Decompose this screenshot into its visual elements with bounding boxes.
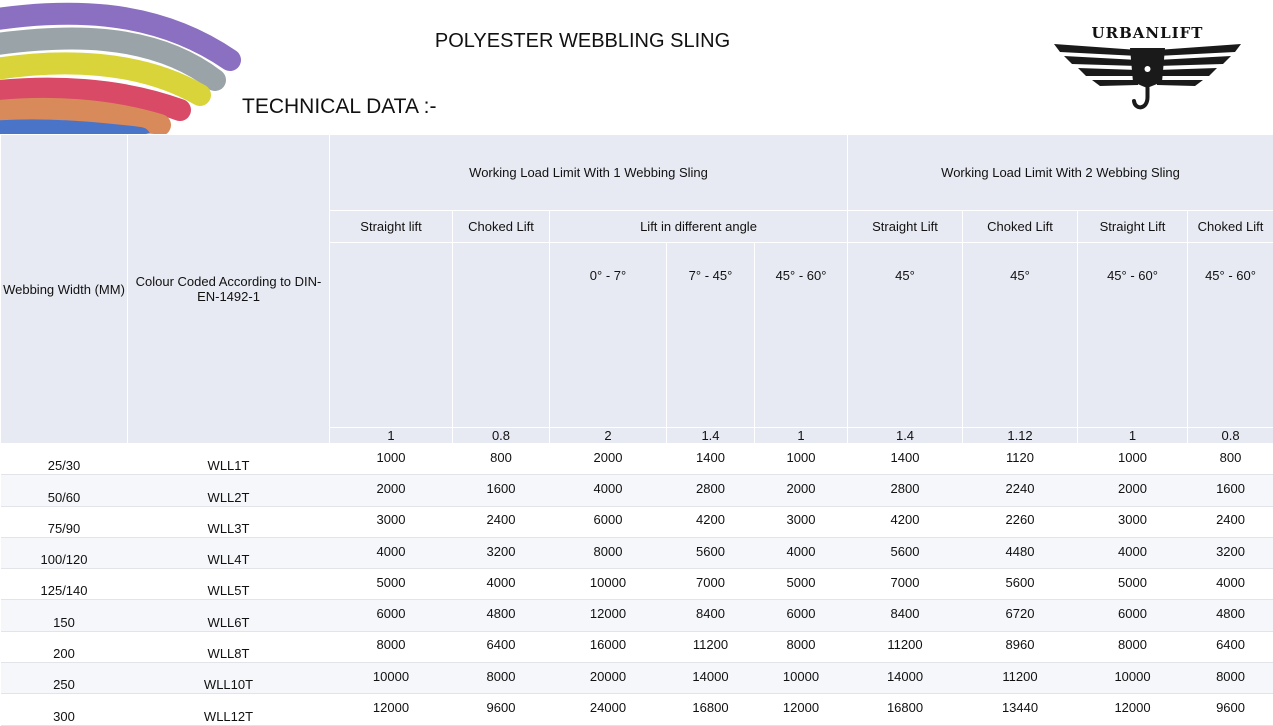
col-header-webbing-width: Webbing Width (MM): [1, 135, 128, 444]
colour-code-cell: WLL5T: [128, 569, 330, 600]
table-row: [1, 506, 1273, 537]
wll-value-cell: 2000: [1078, 475, 1188, 506]
webbing-width-cell: 200: [1, 631, 128, 662]
wll-value-cell: 8000: [1078, 631, 1188, 662]
section-subtitle: TECHNICAL DATA :-: [242, 95, 436, 119]
colour-code-cell: WLL3T: [128, 506, 330, 537]
angle-header: 7° - 45°: [667, 243, 755, 428]
colour-code-cell: WLL2T: [128, 475, 330, 506]
wll-value-cell: 14000: [848, 663, 963, 694]
colour-code-cell: WLL8T: [128, 631, 330, 662]
factor-cell: 2: [550, 428, 667, 444]
factor-cell: 1: [1078, 428, 1188, 444]
wll-value-cell: 2260: [963, 506, 1078, 537]
table-body: [1, 444, 1273, 726]
wll-value-cell: 6400: [453, 631, 550, 662]
angle-header: 45°: [848, 243, 963, 428]
wll-value-cell: 14000: [667, 663, 755, 694]
wll-value-cell: 8960: [963, 631, 1078, 662]
wll-value-cell: 12000: [550, 600, 667, 631]
table-row: [1, 444, 1273, 475]
wll-value-cell: 7000: [667, 569, 755, 600]
wll-value-cell: 4000: [755, 537, 848, 568]
wll-value-cell: 2800: [667, 475, 755, 506]
wll-value-cell: 2000: [330, 475, 453, 506]
table-row: [1, 663, 1273, 694]
wll-value-cell: 16000: [550, 631, 667, 662]
wll-value-cell: 10000: [330, 663, 453, 694]
wll-value-cell: 1000: [330, 444, 453, 475]
wll-value-cell: 7000: [848, 569, 963, 600]
wll-value-cell: 8000: [1188, 663, 1273, 694]
wll-value-cell: 5600: [848, 537, 963, 568]
wll-value-cell: 10000: [755, 663, 848, 694]
webbing-width-cell: 300: [1, 694, 128, 725]
webbing-width-cell: 100/120: [1, 537, 128, 568]
colour-code-cell: WLL1T: [128, 444, 330, 475]
wll-value-cell: 6000: [1078, 600, 1188, 631]
wll-value-cell: 4000: [453, 569, 550, 600]
wll-value-cell: 2000: [755, 475, 848, 506]
wll-value-cell: 6720: [963, 600, 1078, 631]
wll-value-cell: 1000: [755, 444, 848, 475]
wll-value-cell: 16800: [667, 694, 755, 725]
sub-header-choked-lift-2: Choked Lift: [963, 211, 1078, 243]
wll-value-cell: 2400: [1188, 506, 1273, 537]
table-row: [1, 569, 1273, 600]
wll-value-cell: 4480: [963, 537, 1078, 568]
webbing-width-cell: 75/90: [1, 506, 128, 537]
webbing-width-cell: 125/140: [1, 569, 128, 600]
factor-cell: 1.4: [667, 428, 755, 444]
wll-value-cell: 3000: [330, 506, 453, 537]
factor-cell: 1: [330, 428, 453, 444]
wll-value-cell: 10000: [1078, 663, 1188, 694]
wll-value-cell: 3000: [1078, 506, 1188, 537]
wll-value-cell: 3200: [1188, 537, 1273, 568]
angle-header: 0° - 7°: [550, 243, 667, 428]
wll-value-cell: 4200: [667, 506, 755, 537]
col-header-colour-code: Colour Coded According to DIN-EN-1492-1: [128, 135, 330, 444]
colour-code-cell: WLL6T: [128, 600, 330, 631]
wll-value-cell: 4800: [453, 600, 550, 631]
group-header-one-sling: Working Load Limit With 1 Webbing Sling: [330, 135, 848, 211]
sub-header-choked-lift: Choked Lift: [453, 211, 550, 243]
factor-cell: 1: [755, 428, 848, 444]
group-header-two-slings: Working Load Limit With 2 Webbing Sling: [848, 135, 1273, 211]
wll-value-cell: 9600: [1188, 694, 1273, 725]
webbing-width-cell: 250: [1, 663, 128, 694]
wll-value-cell: 2400: [453, 506, 550, 537]
wll-value-cell: 5600: [667, 537, 755, 568]
wll-value-cell: 4000: [1078, 537, 1188, 568]
sub-header-straight-lift-3: Straight Lift: [1078, 211, 1188, 243]
factor-cell: 0.8: [453, 428, 550, 444]
sub-header-straight-lift-2: Straight Lift: [848, 211, 963, 243]
wll-value-cell: 12000: [755, 694, 848, 725]
wll-value-cell: 8000: [755, 631, 848, 662]
wll-value-cell: 10000: [550, 569, 667, 600]
wll-value-cell: 12000: [330, 694, 453, 725]
factor-cell: 1.4: [848, 428, 963, 444]
wll-value-cell: 6400: [1188, 631, 1273, 662]
wll-value-cell: 6000: [550, 506, 667, 537]
wll-value-cell: 5000: [330, 569, 453, 600]
colour-code-cell: WLL10T: [128, 663, 330, 694]
table-row: [1, 537, 1273, 568]
wll-value-cell: 16800: [848, 694, 963, 725]
technical-data-table: [0, 134, 1273, 726]
wll-value-cell: 5000: [755, 569, 848, 600]
table-row: [1, 475, 1273, 506]
wll-value-cell: 4000: [550, 475, 667, 506]
wll-value-cell: 8000: [550, 537, 667, 568]
webbing-width-cell: 50/60: [1, 475, 128, 506]
wll-value-cell: 8400: [667, 600, 755, 631]
wll-value-cell: 6000: [330, 600, 453, 631]
factor-cell: 0.8: [1188, 428, 1273, 444]
wll-value-cell: 800: [453, 444, 550, 475]
wll-value-cell: 13440: [963, 694, 1078, 725]
table-row: [1, 600, 1273, 631]
wll-value-cell: 4000: [1188, 569, 1273, 600]
wll-value-cell: 11200: [667, 631, 755, 662]
wll-value-cell: 20000: [550, 663, 667, 694]
wll-value-cell: 1400: [848, 444, 963, 475]
angle-header: 45° - 60°: [1188, 243, 1273, 428]
wll-value-cell: 5000: [1078, 569, 1188, 600]
wll-value-cell: 1600: [453, 475, 550, 506]
image-cell: [330, 243, 453, 428]
table-row: [1, 631, 1273, 662]
webbing-width-cell: 25/30: [1, 444, 128, 475]
wll-value-cell: 4000: [330, 537, 453, 568]
wll-value-cell: 6000: [755, 600, 848, 631]
wll-value-cell: 800: [1188, 444, 1273, 475]
angle-header: 45° - 60°: [755, 243, 848, 428]
wll-value-cell: 8000: [453, 663, 550, 694]
factor-cell: 1.12: [963, 428, 1078, 444]
wll-value-cell: 1400: [667, 444, 755, 475]
wll-value-cell: 11200: [963, 663, 1078, 694]
colour-code-cell: WLL12T: [128, 694, 330, 725]
angle-header: 45°: [963, 243, 1078, 428]
wll-value-cell: 3200: [453, 537, 550, 568]
logo-text: URBANLIFT: [1050, 24, 1245, 42]
wll-value-cell: 8000: [330, 631, 453, 662]
wll-value-cell: 4800: [1188, 600, 1273, 631]
webbing-width-cell: 150: [1, 600, 128, 631]
sub-header-choked-lift-3: Choked Lift: [1188, 211, 1273, 243]
wll-value-cell: 4200: [848, 506, 963, 537]
colour-code-cell: WLL4T: [128, 537, 330, 568]
wll-value-cell: 2000: [550, 444, 667, 475]
wll-value-cell: 1600: [1188, 475, 1273, 506]
wll-value-cell: 3000: [755, 506, 848, 537]
angle-header: 45° - 60°: [1078, 243, 1188, 428]
wll-value-cell: 1000: [1078, 444, 1188, 475]
wll-value-cell: 2800: [848, 475, 963, 506]
page-title: POLYESTER WEBBLING SLING: [0, 30, 1165, 53]
sub-header-lift-angle: Lift in different angle: [550, 211, 848, 243]
wll-value-cell: 9600: [453, 694, 550, 725]
wll-value-cell: 12000: [1078, 694, 1188, 725]
sub-header-straight-lift: Straight lift: [330, 211, 453, 243]
wll-value-cell: 11200: [848, 631, 963, 662]
image-cell: [453, 243, 550, 428]
wll-value-cell: 5600: [963, 569, 1078, 600]
wll-value-cell: 1120: [963, 444, 1078, 475]
table-row: [1, 694, 1273, 725]
wll-value-cell: 2240: [963, 475, 1078, 506]
wll-value-cell: 24000: [550, 694, 667, 725]
wll-value-cell: 8400: [848, 600, 963, 631]
